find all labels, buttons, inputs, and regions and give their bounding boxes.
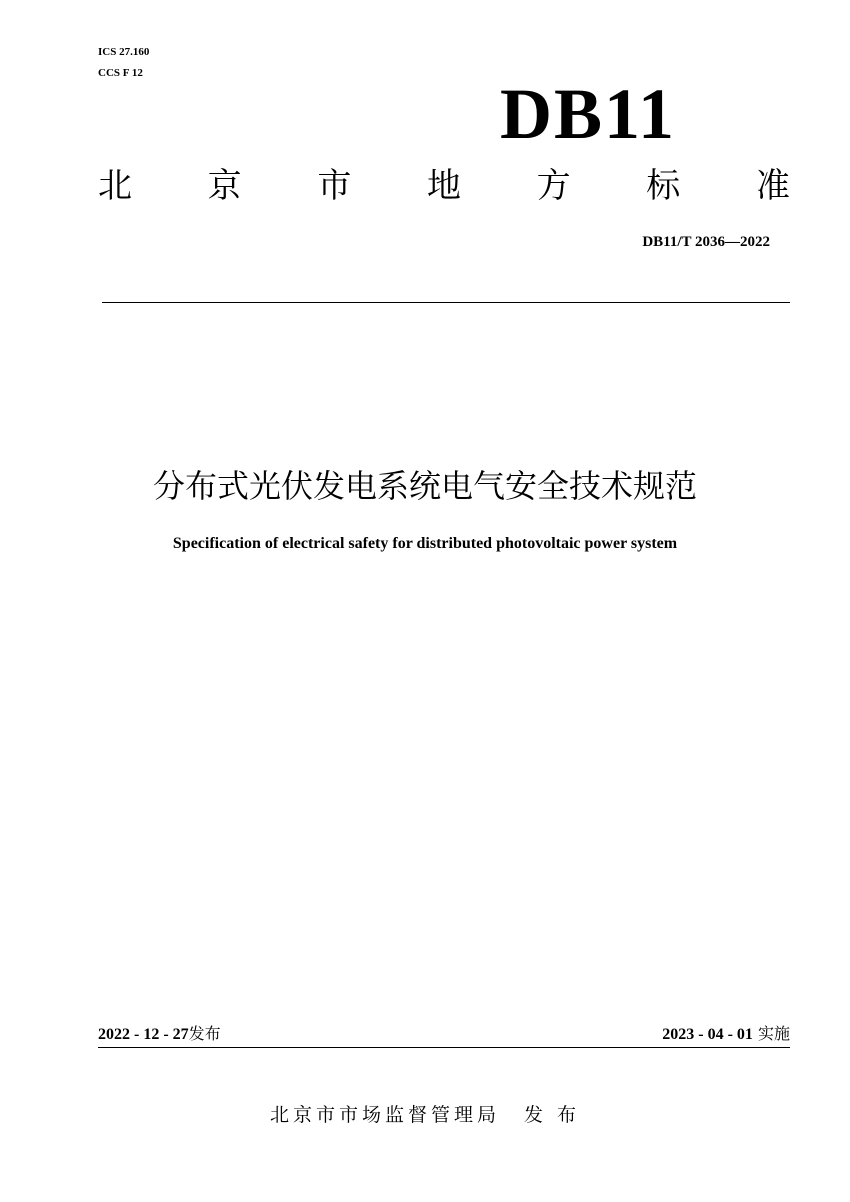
standard-type-char: 北 <box>98 166 132 206</box>
standard-type-char: 标 <box>646 166 681 206</box>
standard-type-char: 准 <box>755 166 790 206</box>
document-title-chinese: 分布式光伏发电系统电气安全技术规范 <box>152 467 697 505</box>
ics-code: ICS 27.160 <box>98 46 150 58</box>
implement-date: 2023 - 04 - 01 <box>662 1026 753 1043</box>
publisher-line <box>0 1100 850 1130</box>
issue-label: 发布 <box>188 1024 221 1043</box>
issue-date: 2022 - 12 - 27 <box>98 1026 189 1043</box>
issue-date-line <box>98 1022 221 1047</box>
publisher-action: 发 布 <box>523 1104 581 1126</box>
ccs-code: CCS F 12 <box>98 67 143 79</box>
standard-type-heading <box>98 162 790 210</box>
classification-codes <box>98 42 149 84</box>
standard-number: DB11/T 2036—2022 <box>642 234 770 250</box>
standard-type-char: 地 <box>426 166 461 206</box>
db-standard-mark: DB11 <box>500 74 677 154</box>
standard-type-char: 方 <box>536 166 571 206</box>
footer-divider <box>98 1047 790 1048</box>
publisher-name: 北京市市场监督管理局 <box>269 1104 500 1126</box>
implement-label: 实施 <box>757 1024 790 1043</box>
standard-type-char: 市 <box>317 166 352 206</box>
standard-type-char: 京 <box>207 166 242 206</box>
implement-date-line <box>662 1022 790 1047</box>
document-title-english: Specification of electrical safety for distributed photovoltaic power system <box>172 535 678 552</box>
header-divider <box>102 302 790 303</box>
